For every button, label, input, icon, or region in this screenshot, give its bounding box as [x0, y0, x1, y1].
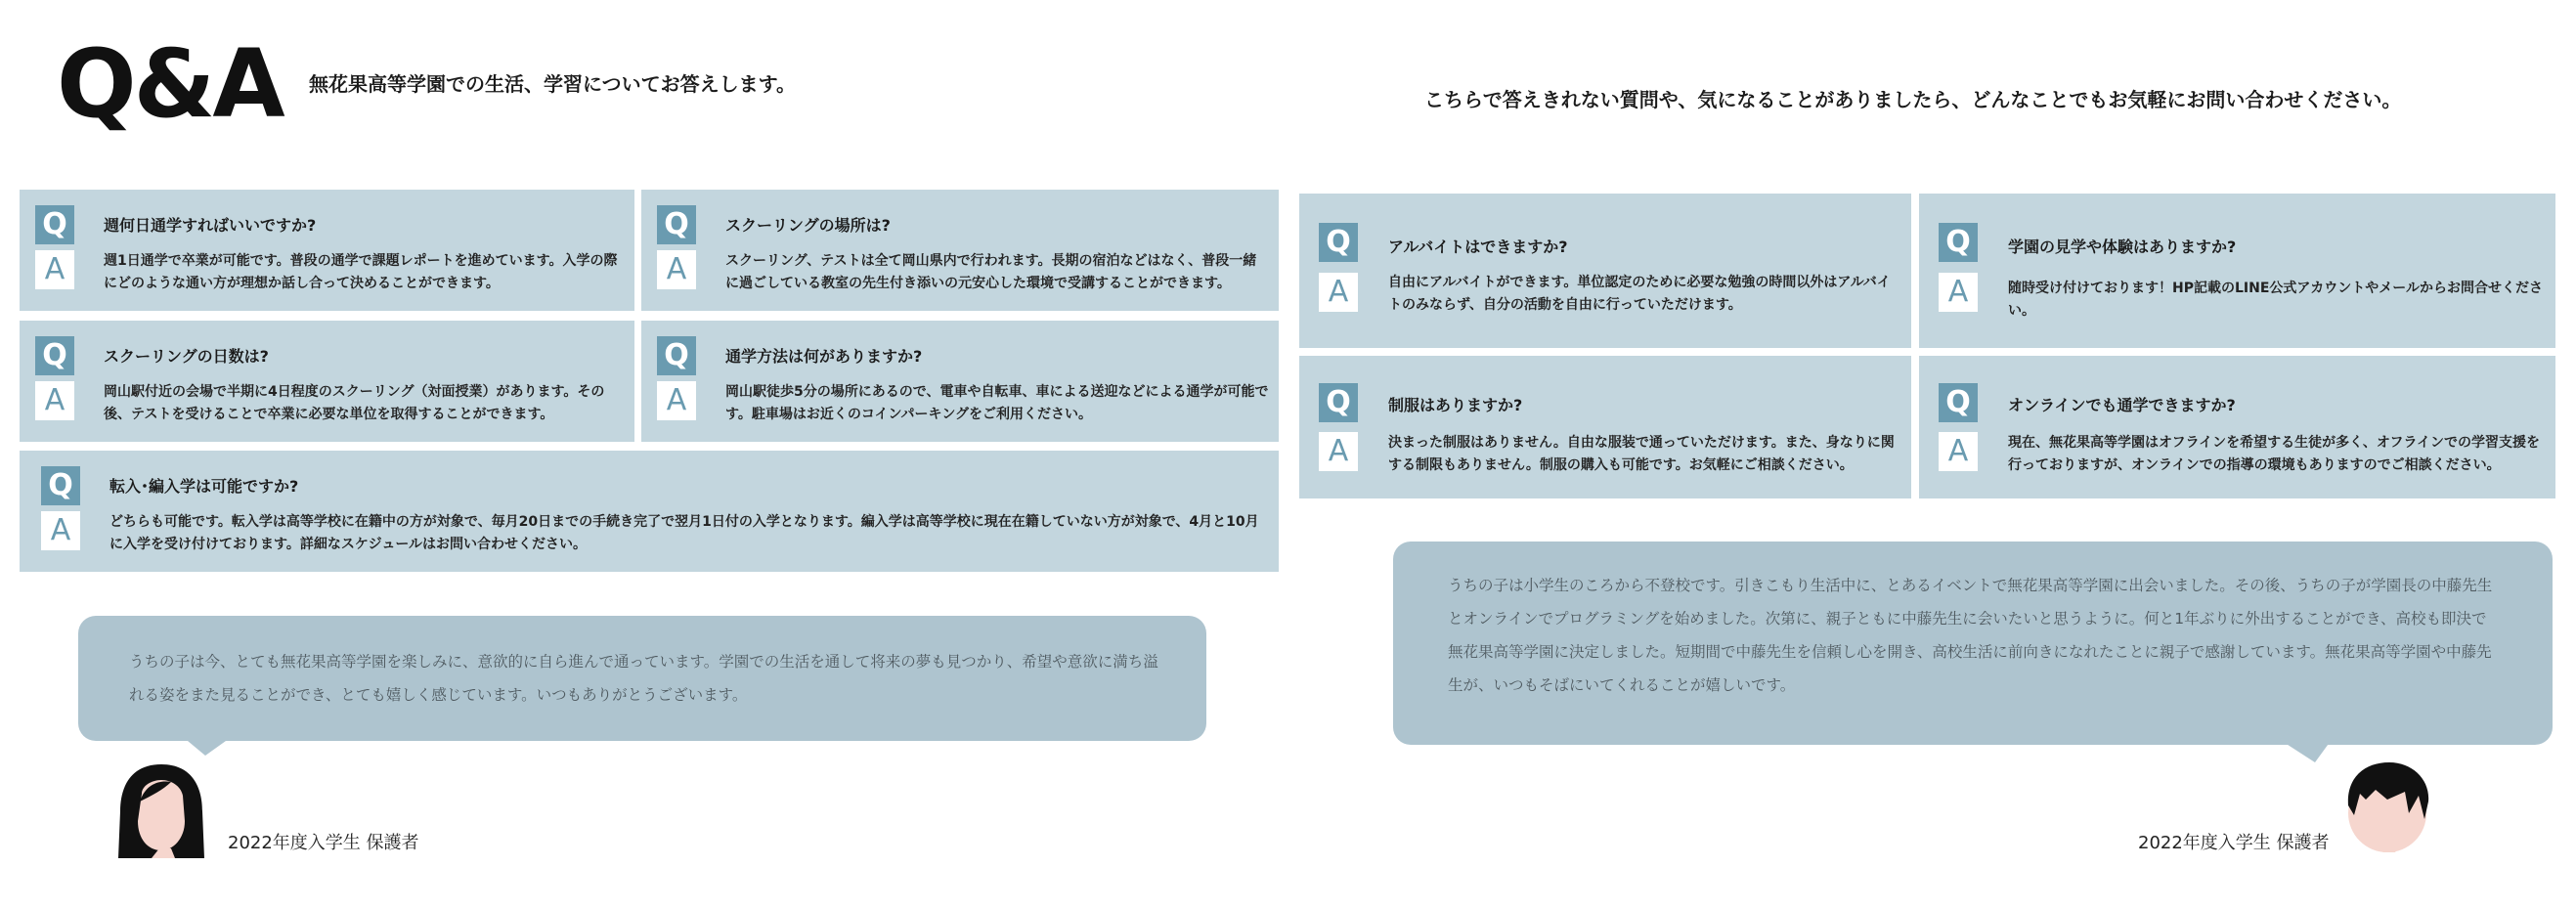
faq-card: [20, 321, 634, 442]
faq-card: [641, 190, 1279, 311]
a-icon: A: [1319, 432, 1358, 471]
faq-card: [1299, 194, 1911, 348]
faq-card: [1919, 356, 2555, 498]
faq-question: スクーリングの場所は?: [725, 216, 891, 235]
faq-card: [20, 451, 1279, 572]
faq-answer: 週1日通学で卒業が可能です。普段の通学で課題レポートを進めています。入学の際にどのような通い方が理想か話し合って決めることができます。: [104, 253, 618, 291]
faq-card: [1919, 194, 2555, 348]
faq-question: スクーリングの日数は?: [104, 347, 269, 366]
faq-question: 週何日通学すればいいですか?: [104, 216, 317, 235]
q-icon: Q: [1939, 223, 1978, 262]
faq-question: 学園の見学や体験はありますか?: [2008, 238, 2237, 256]
faq-answer: スクーリング、テストは全て岡山県内で行われます。長期の宿泊などはなく、普段一緒に過ごしている教室の先生付き添いの元安心した環境で受講することができます。: [725, 253, 1257, 291]
faq-question: オンラインでも通学できますか?: [2008, 396, 2236, 414]
faq-answer: 岡山駅付近の会場で半期に4日程度のスクーリング（対面授業）があります。その後、テストを受けることで卒業に必要な単位を取得することができます。: [104, 384, 605, 422]
faq-question: アルバイトはできますか?: [1388, 238, 1568, 256]
intro-right: こちらで答えきれない質問や、気になることがありましたら、どんなことでもお気軽にお問い合わせください。: [1424, 88, 2402, 111]
a-icon: A: [41, 511, 80, 550]
faq-answer: 随時受け付けております！HP記載のLINE公式アカウントやメールからお問合せください。: [2008, 281, 2543, 319]
testimonial-bubble: [1393, 542, 2553, 745]
a-icon: A: [657, 381, 696, 420]
long-haired-parent-icon: [112, 760, 210, 860]
q-icon: Q: [1319, 383, 1358, 422]
q-icon: Q: [35, 205, 74, 244]
q-icon: Q: [35, 336, 74, 375]
a-icon: A: [1939, 432, 1978, 471]
intro-left: 無花果高等学園での生活、学習についてお答えします。: [309, 72, 796, 96]
a-icon: A: [1319, 273, 1358, 312]
q-icon: Q: [1319, 223, 1358, 262]
faq-answer: 決まった制服はありません。自由な服装で通っていただけます。また、身なりに関する制限もありません。制服の購入も可能です。お気軽にご相談ください。: [1388, 435, 1895, 473]
q-icon: Q: [657, 336, 696, 375]
testimonial-text: うちの子は小学生のころから不登校です。引きこもり生活中に、とあるイベントで無花果高等学園に出会いました。その後、うちの子が学園長の中藤先生とオンラインでプログラミングを始めました。次第に、親子ともに中藤先生に会いたいと思うように。何と1年ぶりに外出することができ、高校も即決で無花果高等学園に決定しました。短期間で中藤先生を信頼し心を開き、高校生活に前向きになれたことに親子で感謝しています。無花果高等学園や中藤先生が、いつもそばにいてくれることが嬉しいです。: [1448, 577, 2493, 694]
faq-answer: 現在、無花果高等学園はオフラインを希望する生徒が多く、オフラインでの学習支援を行っておりますが、オンラインでの指導の環境もありますのでご相談ください。: [2008, 435, 2541, 473]
short-haired-parent-icon: [2340, 757, 2434, 854]
a-icon: A: [657, 250, 696, 289]
faq-card: [1299, 356, 1911, 498]
faq-answer: 岡山駅徒歩5分の場所にあるので、電車や自転車、車による送迎などによる通学が可能です。駐車場はお近くのコインパーキングをご利用ください。: [725, 384, 1269, 422]
testimonial-caption: 2022年度入学生 保護者: [228, 833, 419, 853]
faq-question: 通学方法は何がありますか?: [725, 347, 923, 366]
testimonial-bubble: [78, 616, 1206, 741]
faq-answer: どちらも可能です。転入学は高等学校に在籍中の方が対象で、毎月20日までの手続き完了で翌月1日付の入学となります。編入学は高等学校に現在在籍していない方が対象で、4月と10月に入学を受け付けております。詳細なスケジュールはお問い合わせください。: [109, 514, 1259, 552]
testimonial-caption: 2022年度入学生 保護者: [2138, 833, 2330, 853]
a-icon: A: [35, 381, 74, 420]
q-icon: Q: [1939, 383, 1978, 422]
testimonial-text: うちの子は今、とても無花果高等学園を楽しみに、意欲的に自ら進んで通っています。学園での生活を通して将来の夢も見つかり、希望や意欲に満ち溢れる姿をまた見ることができ、とても嬉しく感じています。いつもありがとうございます。: [129, 653, 1158, 704]
faq-card: [641, 321, 1279, 442]
a-icon: A: [35, 250, 74, 289]
faq-question: 制服はありますか?: [1388, 396, 1523, 414]
a-icon: A: [1939, 273, 1978, 312]
page-title: Q&A: [57, 29, 283, 139]
faq-answer: 自由にアルバイトができます。単位認定のために必要な勉強の時間以外はアルバイトのみならず、自分の活動を自由に行っていただけます。: [1388, 275, 1891, 313]
faq-question: 転入･編入学は可能ですか?: [109, 477, 299, 496]
q-icon: Q: [657, 205, 696, 244]
faq-card: [20, 190, 634, 311]
q-icon: Q: [41, 466, 80, 505]
